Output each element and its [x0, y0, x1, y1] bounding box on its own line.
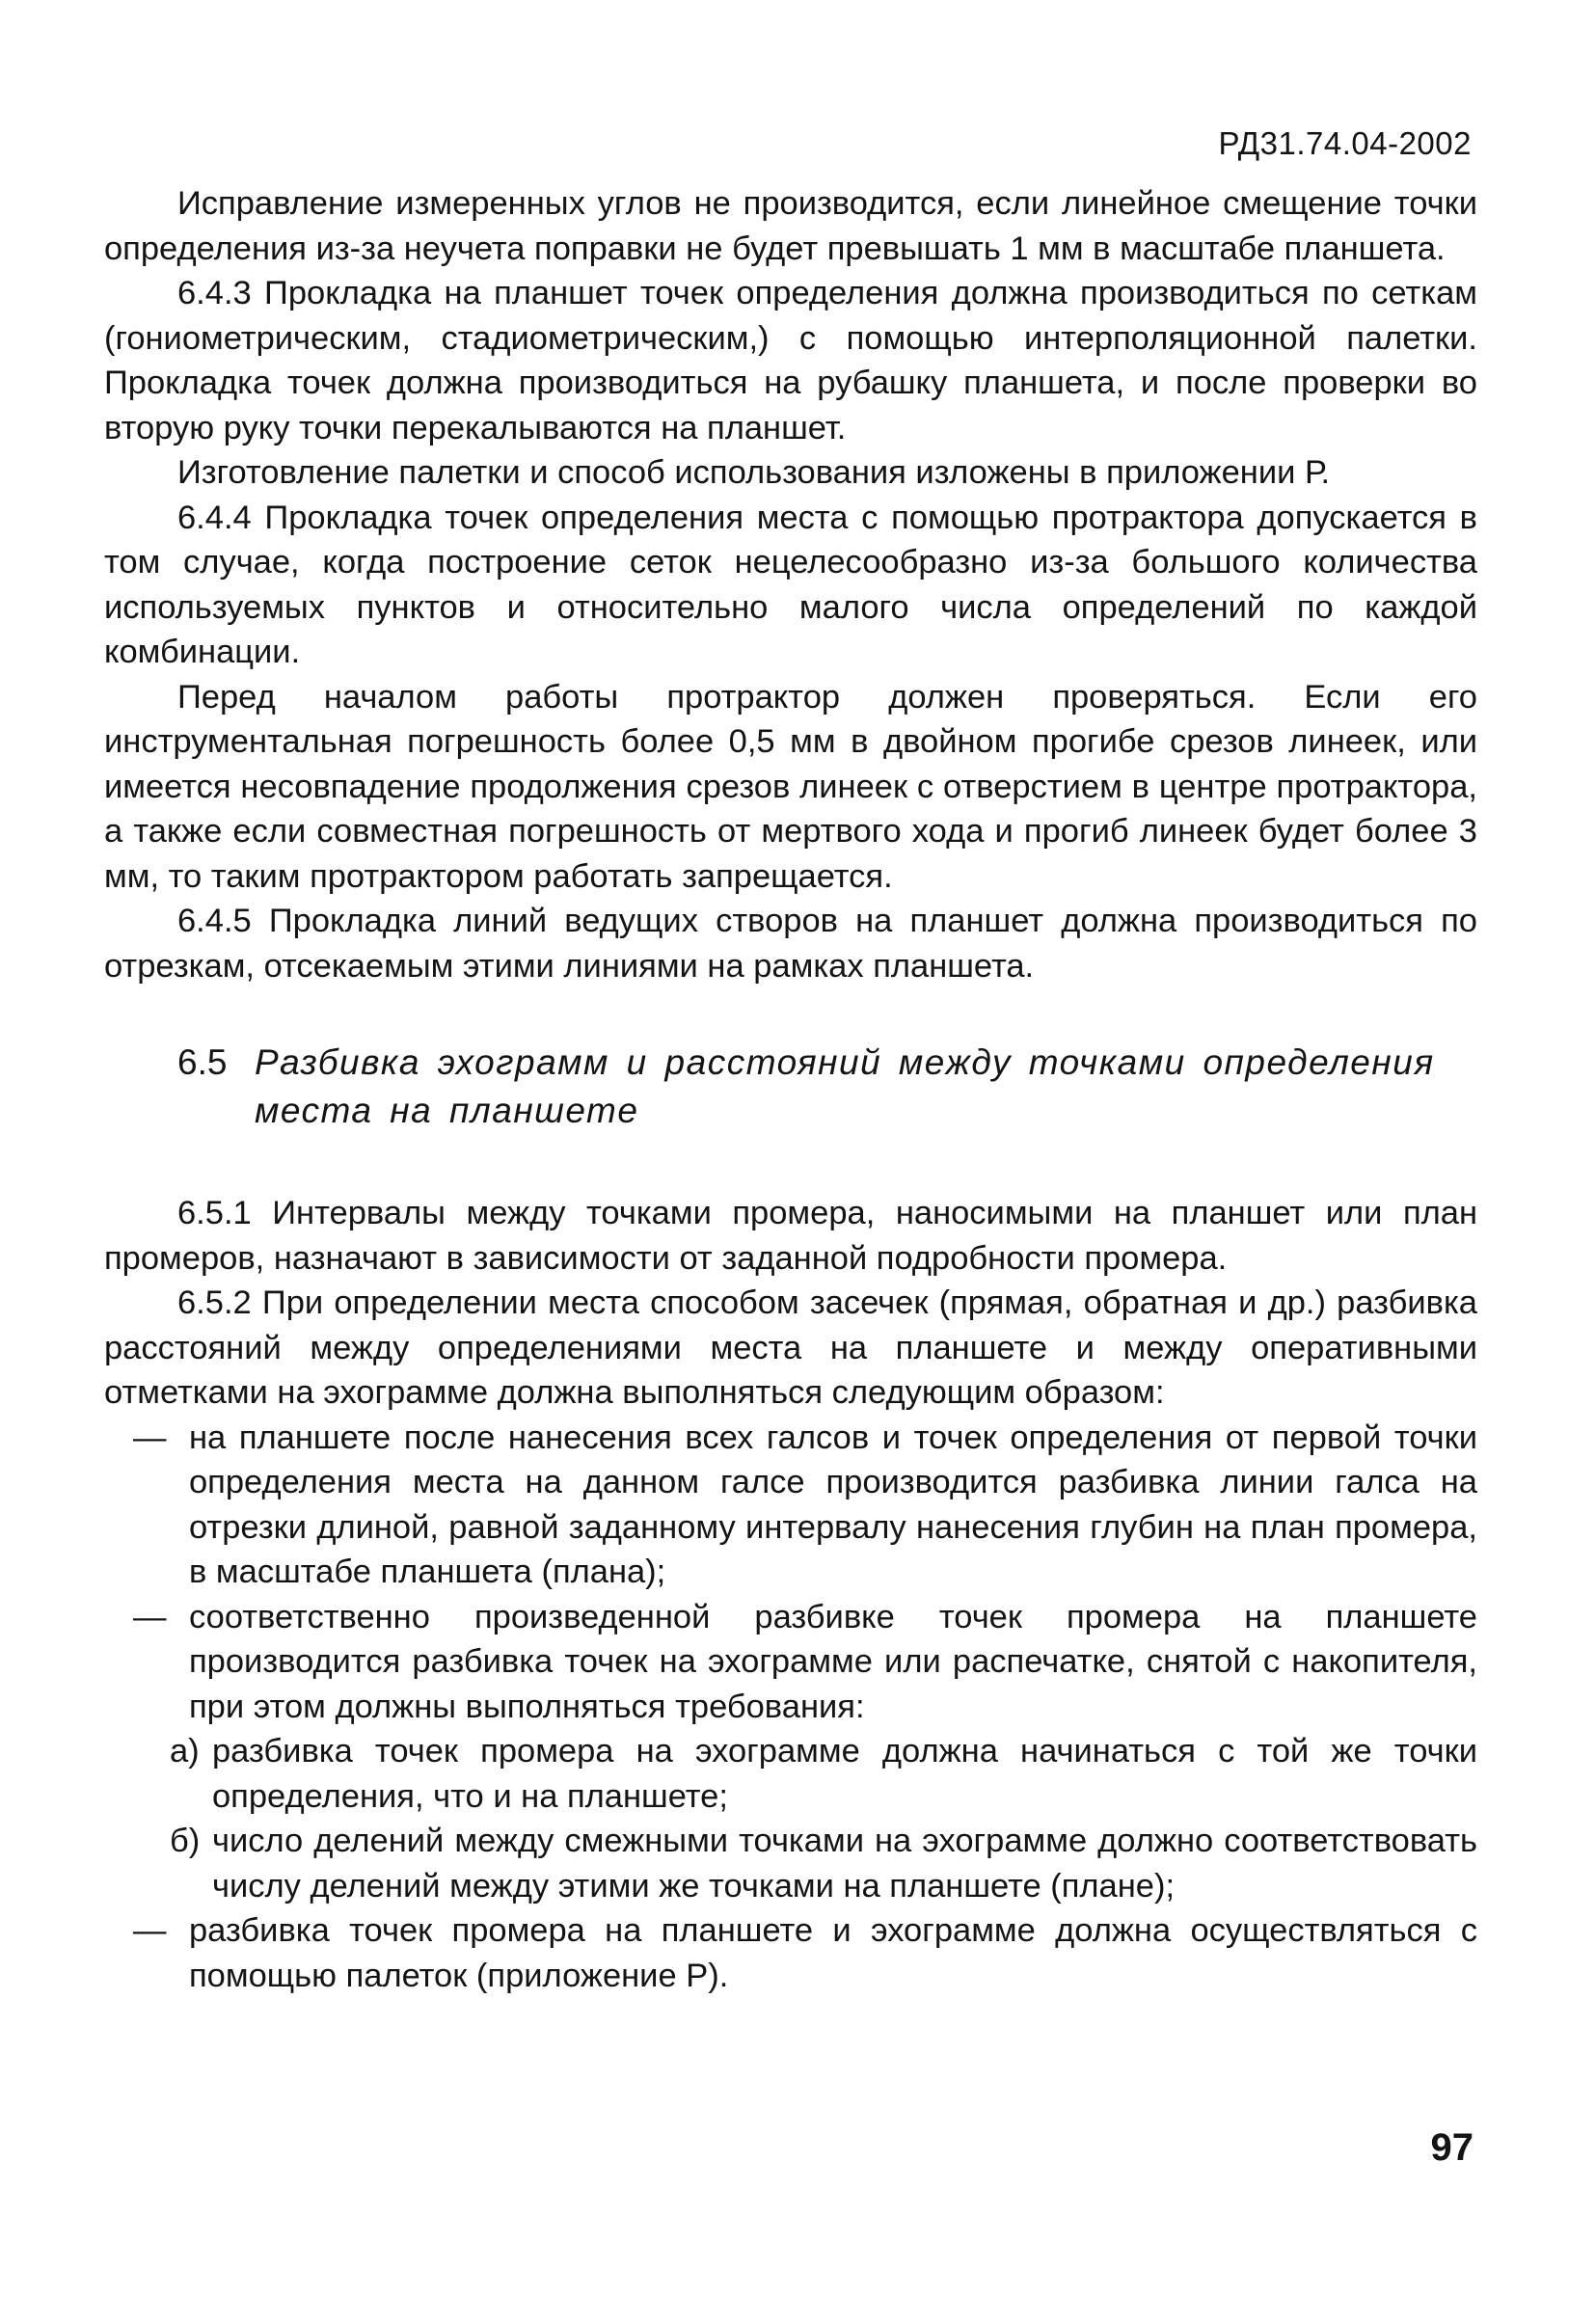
- section-title: Разбивка эхограмм и расстояний между точками определения места на планшете: [255, 1042, 1435, 1130]
- list-item-text: разбивка точек промера на планшете и эхограмме должна осуществляться с помощью палеток (приложение Р).: [189, 1912, 1477, 1994]
- dash-marker: —: [133, 1598, 167, 1635]
- paragraph-6-4-3: 6.4.3 Прокладка на планшет точек определения должна производиться по сеткам (гониометрическим, стадиометрическим,) с помощью интерполяционной палетки. Прокладка точек должна производиться на рубашку планшета, и после проверки во вторую руку точки перекалываются на планшет.: [104, 275, 1477, 446]
- dash-marker: —: [133, 1912, 167, 1949]
- list-item-text: соответственно произведенной разбивке точек промера на планшете производится разбивка точек на эхограмме или распечатке, снятой с накопителя, при этом должны выполняться требования:: [189, 1598, 1477, 1725]
- list-item: [133, 1416, 1477, 1595]
- list-item: [133, 1595, 1477, 1730]
- paragraph-protractor-check: Перед началом работы протрактор должен проверяться. Если его инструментальная погрешность более 0,5 мм в двойном прогибе срезов линеек, или имеется несовпадение продолжения срезов линеек с отверстием в центре протрактора, а также если совместная погрешность от мертвого хода и прогиб линеек будет более 3 мм, то таким протрактором работать запрещается.: [104, 678, 1477, 895]
- paragraph-6-4-5: 6.4.5 Прокладка линий ведущих створов на планшет должна производиться по отрезкам, отсекаемым этими линиями на рамках планшета.: [104, 903, 1477, 985]
- document-body: [104, 181, 1477, 1998]
- section-number: 6.5: [177, 1042, 228, 1082]
- section-heading: [104, 1039, 1477, 1135]
- list-item-text: на планшете после нанесения всех галсов и точек определения от первой точки определения места на данном галсе производится разбивка линии галса на отрезки длиной, равной заданному интервалу нанесения глубин на план промера, в масштабе планшета (плана);: [189, 1419, 1477, 1590]
- sub-item-text: число делений между смежными точками на эхограмме должно соответствовать числу делений между этими же точками на планшете (плане);: [212, 1823, 1477, 1905]
- paragraph-6-4-4: 6.4.4 Прокладка точек определения места с помощью протрактора допускается в том случае, когда построение сеток нецелесообразно из-за большого количества используемых пунктов и относительно малого числа определений по каждой комбинации.: [104, 499, 1477, 670]
- paragraph-6-5-2: 6.5.2 При определении места способом засечек (прямая, обратная и др.) разбивка расстояний между определениями места на планшете и между оперативными отметками на эхограмме должна выполняться следующим образом:: [104, 1284, 1477, 1411]
- sub-item-marker: б): [170, 1823, 201, 1859]
- paragraph-correction: Исправление измеренных углов не производится, если линейное смещение точки определения из-за неучета поправки не будет превышать 1 мм в масштабе планшета.: [104, 185, 1477, 267]
- page-number: 97: [1430, 2126, 1473, 2169]
- document-code: РД31.74.04-2002: [1218, 125, 1472, 161]
- sub-item-marker: а): [170, 1733, 200, 1770]
- paragraph-palette-appendix: Изготовление палетки и способ использования изложены в приложении Р.: [177, 454, 1331, 491]
- sub-list-item-a: [170, 1729, 1477, 1819]
- sub-list-item-b: [170, 1819, 1477, 1908]
- sub-item-text: разбивка точек промера на эхограмме должна начинаться с той же точки определения, что и на планшете;: [212, 1733, 1477, 1815]
- list-item: [133, 1908, 1477, 1998]
- dash-marker: —: [133, 1419, 167, 1456]
- paragraph-6-5-1: 6.5.1 Интервалы между точками промера, наносимыми на планшет или план промеров, назначают в зависимости от заданной подробности промера.: [104, 1195, 1477, 1277]
